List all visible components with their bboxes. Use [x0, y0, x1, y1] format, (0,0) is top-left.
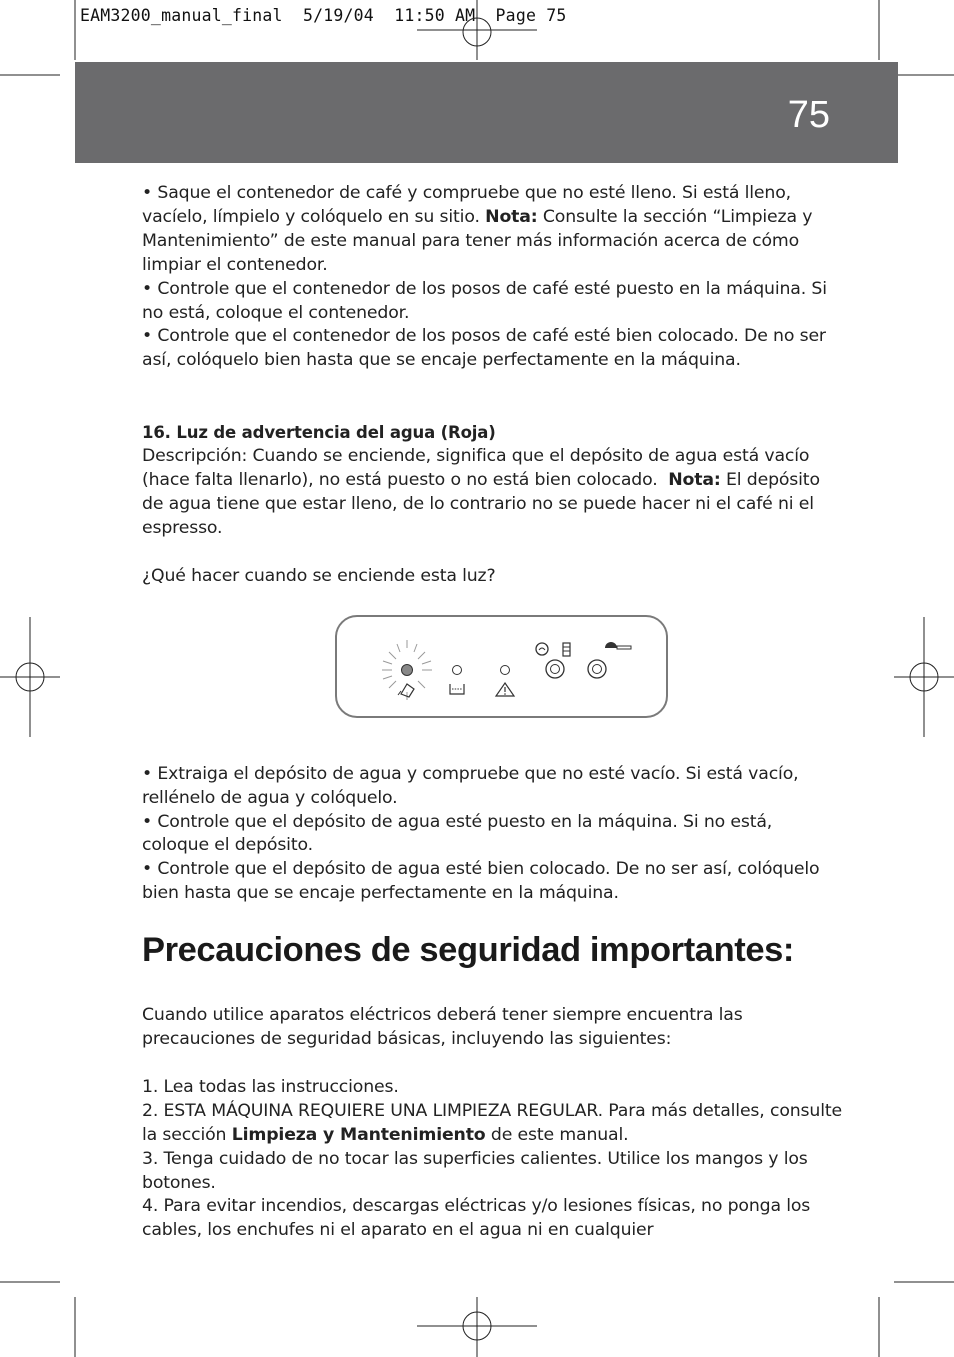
- grounds-container-icon: [450, 684, 464, 694]
- item2-bold: Limpieza y Mantenimiento: [231, 1124, 486, 1145]
- safety-item-1: 1. Lea todas las instrucciones.: [142, 1076, 399, 1097]
- safety-item-4: 4. Para evitar incendios, descargas eléctricas y/o lesiones físicas, no ponga los cables, los enchufes ni el aparato en el agua ni en cualquier: [142, 1196, 811, 1241]
- page-content: [142, 182, 842, 1243]
- slug-time: 11:50 AM: [394, 6, 476, 25]
- slug-page: Page 75: [495, 6, 567, 25]
- section2-bullet2: • Controle que el depósito de agua esté puesto en la máquina. Si no está, coloque el depósito.: [142, 811, 773, 856]
- section1-bullet1: [142, 182, 842, 278]
- grounds-indicator-light: [453, 665, 462, 674]
- page-number: 75: [787, 94, 830, 136]
- hot-water-icon: [563, 643, 570, 656]
- section2-bullet3: • Controle que el depósito de agua esté bien colocado. De no ser así, colóquelo bien hasta que se encaje perfectamente en la máquina.: [142, 859, 820, 904]
- steam-wand-icon: [605, 642, 631, 649]
- section2-bullet1: • Extraiga el depósito de agua y compruebe que no esté vacío. Si está vacío, rellénelo de agua y colóquelo.: [142, 763, 799, 808]
- control-panel-illustration: [142, 599, 842, 717]
- warning-icon: [496, 683, 514, 696]
- header-band: [75, 62, 898, 163]
- coffee-button: [546, 660, 564, 678]
- water-warning-description: [142, 445, 842, 541]
- water-warning-light: [382, 640, 432, 700]
- slug-date: 5/19/04: [302, 6, 374, 25]
- note-label: Nota:: [668, 470, 721, 491]
- steam-button: [588, 660, 606, 678]
- note-label: Nota:: [485, 206, 538, 227]
- what-to-do-question: ¿Qué hacer cuando se enciende esta luz?: [142, 565, 496, 586]
- alarm-indicator-light: [501, 665, 510, 674]
- safety-title: Precauciones de seguridad importantes:: [142, 931, 794, 970]
- section1-bullet2: • Controle que el contenedor de los posos de café esté puesto en la máquina. Si no está, coloque el contenedor.: [142, 278, 827, 323]
- section1-bullet3: • Controle que el contenedor de los posos de café esté bien colocado. De no ser así, colóquelo bien hasta que se encaje perfectamente en la máquina.: [142, 326, 826, 371]
- description-text-cont: El depósito de agua tiene que estar lleno, de lo contrario no se puede hacer ni el café ni el espresso.: [142, 470, 820, 538]
- water-warning-heading: 16. Luz de advertencia del agua (Roja): [142, 423, 496, 443]
- slug-filename: EAM3200_manual_final: [80, 6, 283, 25]
- description-text: Descripción: Cuando se enciende, significa que el depósito de agua está vacío (hace falta llenarlo), no está puesto o no está bien colocado.: [142, 446, 810, 491]
- safety-item-3: 3. Tenga cuidado de no tocar las superficies calientes. Utilice los mangos y los botones.: [142, 1148, 808, 1193]
- item2-text-cont: de este manual.: [490, 1124, 629, 1145]
- bullet1-text: • Saque el contenedor de café y compruebe que no esté lleno. Si está lleno, vacíelo, límpielo y colóquelo en su sitio.: [142, 183, 791, 227]
- steam-button-center: [593, 664, 602, 673]
- safety-intro: Cuando utilice aparatos eléctricos deberá tener siempre encuentra las precauciones de seguridad básicas, incluyendo las siguientes:: [142, 1005, 743, 1050]
- water-tank-icon: [398, 684, 414, 697]
- steam-icon: [536, 643, 548, 655]
- item2-text: 2. ESTA MÁQUINA REQUIERE UNA LIMPIEZA REGULAR. Para más detalles, consulte la sección: [142, 1100, 842, 1145]
- coffee-button-center: [551, 664, 560, 673]
- safety-item-2: [142, 1100, 842, 1148]
- control-panel: [335, 615, 668, 718]
- bullet1-text-cont: Consulte la sección “Limpieza y Mantenimiento” de este manual para tener más información acerca de cómo limpiar el contenedor.: [142, 206, 813, 275]
